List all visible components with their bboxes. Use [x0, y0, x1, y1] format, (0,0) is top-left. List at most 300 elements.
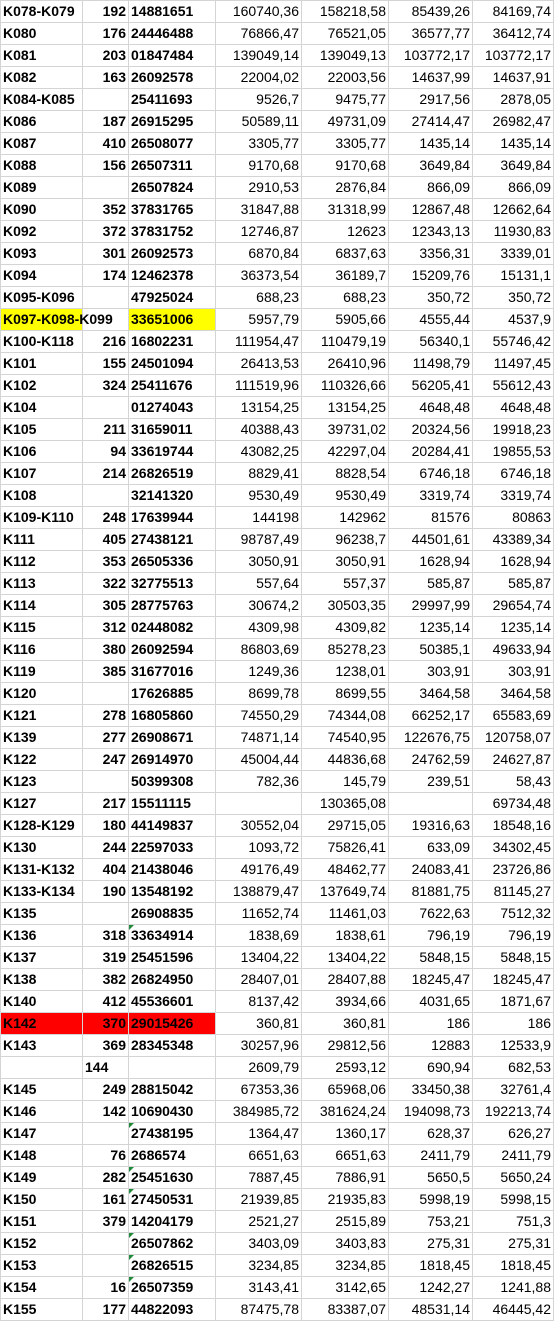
- cell-count[interactable]: 247: [83, 749, 129, 771]
- cell-value-2[interactable]: 9530,49: [302, 485, 389, 507]
- cell-code[interactable]: K148: [1, 1145, 83, 1167]
- cell-code[interactable]: K131-K132: [1, 859, 83, 881]
- cell-value-4[interactable]: 4537,9: [473, 309, 554, 331]
- cell-code[interactable]: K113: [1, 573, 83, 595]
- cell-count[interactable]: 211: [83, 419, 129, 441]
- cell-code[interactable]: [1, 1057, 83, 1079]
- cell-value-3[interactable]: 56340,1: [389, 331, 473, 353]
- cell-id[interactable]: 26508077: [129, 133, 216, 155]
- cell-value-1[interactable]: 7887,45: [216, 1167, 302, 1189]
- cell-value-2[interactable]: 22003,56: [302, 67, 389, 89]
- cell-id[interactable]: 24501094: [129, 353, 216, 375]
- cell-id[interactable]: 02448082: [129, 617, 216, 639]
- cell-value-2[interactable]: 557,37: [302, 573, 389, 595]
- cell-value-1[interactable]: 6651,63: [216, 1145, 302, 1167]
- cell-value-1[interactable]: 74871,14: [216, 727, 302, 749]
- cell-value-3[interactable]: 103772,17: [389, 45, 473, 67]
- cell-value-3[interactable]: 3464,58: [389, 683, 473, 705]
- cell-value-1[interactable]: 28407,01: [216, 969, 302, 991]
- cell-count[interactable]: 312: [83, 617, 129, 639]
- cell-id[interactable]: 28815042: [129, 1079, 216, 1101]
- cell-count[interactable]: 244: [83, 837, 129, 859]
- cell-value-4[interactable]: 796,19: [473, 925, 554, 947]
- cell-value-3[interactable]: 3319,74: [389, 485, 473, 507]
- cell-value-3[interactable]: 36577,77: [389, 23, 473, 45]
- cell-code[interactable]: K109-K110: [1, 507, 83, 529]
- cell-id[interactable]: 32141320: [129, 485, 216, 507]
- cell-code[interactable]: K090: [1, 199, 83, 221]
- cell-value-3[interactable]: 796,19: [389, 925, 473, 947]
- cell-id[interactable]: 28775763: [129, 595, 216, 617]
- cell-value-2[interactable]: 74540,95: [302, 727, 389, 749]
- cell-code[interactable]: K137: [1, 947, 83, 969]
- cell-value-1[interactable]: 160740,36: [216, 1, 302, 23]
- cell-value-4[interactable]: 81145,27: [473, 881, 554, 903]
- cell-value-2[interactable]: 30503,35: [302, 595, 389, 617]
- cell-count[interactable]: 177: [83, 1299, 129, 1321]
- cell-value-3[interactable]: 48531,14: [389, 1299, 473, 1321]
- cell-value-4[interactable]: 3464,58: [473, 683, 554, 705]
- cell-value-3[interactable]: 27414,47: [389, 111, 473, 133]
- cell-count[interactable]: [83, 771, 129, 793]
- cell-count[interactable]: 318: [83, 925, 129, 947]
- cell-code[interactable]: K135: [1, 903, 83, 925]
- cell-count[interactable]: 405: [83, 529, 129, 551]
- cell-value-1[interactable]: 688,23: [216, 287, 302, 309]
- cell-count[interactable]: 161: [83, 1189, 129, 1211]
- cell-value-1[interactable]: 9530,49: [216, 485, 302, 507]
- cell-id[interactable]: 26507824: [129, 177, 216, 199]
- cell-id[interactable]: 26915295: [129, 111, 216, 133]
- cell-id[interactable]: 10690430: [129, 1101, 216, 1123]
- cell-code[interactable]: K086: [1, 111, 83, 133]
- cell-value-1[interactable]: 3403,09: [216, 1233, 302, 1255]
- cell-id[interactable]: 45536601: [129, 991, 216, 1013]
- cell-value-4[interactable]: 1818,45: [473, 1255, 554, 1277]
- cell-count[interactable]: 412: [83, 991, 129, 1013]
- cell-value-3[interactable]: 1818,45: [389, 1255, 473, 1277]
- cell-code[interactable]: K101: [1, 353, 83, 375]
- cell-value-1[interactable]: 1364,47: [216, 1123, 302, 1145]
- cell-id[interactable]: 25451596: [129, 947, 216, 969]
- cell-value-1[interactable]: 2609,79: [216, 1057, 302, 1079]
- cell-id[interactable]: [129, 1057, 216, 1079]
- cell-value-3[interactable]: 5848,15: [389, 947, 473, 969]
- cell-value-4[interactable]: 3649,84: [473, 155, 554, 177]
- cell-value-2[interactable]: 2515,89: [302, 1211, 389, 1233]
- cell-id[interactable]: 26824950: [129, 969, 216, 991]
- cell-value-2[interactable]: 3934,66: [302, 991, 389, 1013]
- cell-id[interactable]: 26908835: [129, 903, 216, 925]
- cell-value-4[interactable]: 49633,94: [473, 639, 554, 661]
- cell-value-2[interactable]: 130365,08: [302, 793, 389, 815]
- cell-value-3[interactable]: 56205,41: [389, 375, 473, 397]
- cell-value-2[interactable]: 13404,22: [302, 947, 389, 969]
- cell-code[interactable]: K080: [1, 23, 83, 45]
- cell-value-4[interactable]: 19918,23: [473, 419, 554, 441]
- cell-value-4[interactable]: 5998,15: [473, 1189, 554, 1211]
- cell-value-3[interactable]: 19316,63: [389, 815, 473, 837]
- cell-id[interactable]: 2686574: [129, 1145, 216, 1167]
- cell-value-1[interactable]: 43082,25: [216, 441, 302, 463]
- cell-id[interactable]: 29015426: [129, 1013, 216, 1035]
- cell-count[interactable]: [83, 287, 129, 309]
- cell-value-2[interactable]: 42297,04: [302, 441, 389, 463]
- cell-value-4[interactable]: 626,27: [473, 1123, 554, 1145]
- cell-code[interactable]: K120: [1, 683, 83, 705]
- cell-count[interactable]: 155: [83, 353, 129, 375]
- cell-count[interactable]: 322: [83, 573, 129, 595]
- cell-value-3[interactable]: 7622,63: [389, 903, 473, 925]
- cell-value-4[interactable]: 11497,45: [473, 353, 554, 375]
- cell-value-2[interactable]: 74344,08: [302, 705, 389, 727]
- cell-value-2[interactable]: 3234,85: [302, 1255, 389, 1277]
- cell-value-3[interactable]: 628,37: [389, 1123, 473, 1145]
- cell-value-1[interactable]: 74550,29: [216, 705, 302, 727]
- cell-id[interactable]: 31659011: [129, 419, 216, 441]
- cell-id[interactable]: 37831765: [129, 199, 216, 221]
- cell-code[interactable]: K093: [1, 243, 83, 265]
- cell-value-2[interactable]: 21935,83: [302, 1189, 389, 1211]
- cell-value-4[interactable]: 19855,53: [473, 441, 554, 463]
- cell-code[interactable]: K143: [1, 1035, 83, 1057]
- cell-id[interactable]: 33651006: [129, 309, 216, 331]
- cell-id[interactable]: 26507862: [129, 1233, 216, 1255]
- cell-id[interactable]: 26092578: [129, 67, 216, 89]
- cell-count[interactable]: 142: [83, 1101, 129, 1123]
- cell-value-3[interactable]: 5650,5: [389, 1167, 473, 1189]
- cell-value-4[interactable]: 12533,9: [473, 1035, 554, 1057]
- cell-value-1[interactable]: 87475,78: [216, 1299, 302, 1321]
- cell-value-1[interactable]: 557,64: [216, 573, 302, 595]
- cell-value-3[interactable]: 585,87: [389, 573, 473, 595]
- cell-value-2[interactable]: 48462,77: [302, 859, 389, 881]
- cell-value-4[interactable]: 585,87: [473, 573, 554, 595]
- cell-value-3[interactable]: 1628,94: [389, 551, 473, 573]
- cell-value-3[interactable]: 275,31: [389, 1233, 473, 1255]
- cell-code[interactable]: K155: [1, 1299, 83, 1321]
- cell-code[interactable]: K081: [1, 45, 83, 67]
- cell-code[interactable]: K127: [1, 793, 83, 815]
- cell-value-2[interactable]: 12623: [302, 221, 389, 243]
- cell-count[interactable]: 369: [83, 1035, 129, 1057]
- cell-value-4[interactable]: 103772,17: [473, 45, 554, 67]
- cell-count[interactable]: 94: [83, 441, 129, 463]
- cell-value-2[interactable]: 44836,68: [302, 749, 389, 771]
- cell-value-4[interactable]: 14637,91: [473, 67, 554, 89]
- cell-value-4[interactable]: 751,3: [473, 1211, 554, 1233]
- cell-id[interactable]: 47925024: [129, 287, 216, 309]
- cell-id[interactable]: 15511115: [129, 793, 216, 815]
- cell-count[interactable]: 305: [83, 595, 129, 617]
- cell-id[interactable]: 17626885: [129, 683, 216, 705]
- cell-count[interactable]: [83, 485, 129, 507]
- cell-count[interactable]: 216: [83, 331, 129, 353]
- cell-value-4[interactable]: 18548,16: [473, 815, 554, 837]
- cell-value-3[interactable]: 122676,75: [389, 727, 473, 749]
- cell-code[interactable]: K152: [1, 1233, 83, 1255]
- cell-value-3[interactable]: 1242,27: [389, 1277, 473, 1299]
- cell-value-3[interactable]: 20284,41: [389, 441, 473, 463]
- cell-value-1[interactable]: 13154,25: [216, 397, 302, 419]
- cell-value-2[interactable]: 1838,61: [302, 925, 389, 947]
- cell-value-3[interactable]: 81881,75: [389, 881, 473, 903]
- cell-code[interactable]: K140: [1, 991, 83, 1013]
- cell-code[interactable]: K116: [1, 639, 83, 661]
- cell-count[interactable]: 174: [83, 265, 129, 287]
- cell-value-1[interactable]: 36373,54: [216, 265, 302, 287]
- cell-id[interactable]: 27438121: [129, 529, 216, 551]
- cell-code[interactable]: K100-K118: [1, 331, 83, 353]
- cell-count[interactable]: 404: [83, 859, 129, 881]
- cell-id[interactable]: 01847484: [129, 45, 216, 67]
- cell-code[interactable]: K082: [1, 67, 83, 89]
- cell-code[interactable]: K123: [1, 771, 83, 793]
- cell-value-2[interactable]: 4309,82: [302, 617, 389, 639]
- cell-value-1[interactable]: 782,36: [216, 771, 302, 793]
- cell-value-2[interactable]: 76521,05: [302, 23, 389, 45]
- cell-value-3[interactable]: 11498,79: [389, 353, 473, 375]
- cell-value-4[interactable]: 11930,83: [473, 221, 554, 243]
- cell-count[interactable]: 352: [83, 199, 129, 221]
- cell-value-4[interactable]: 3319,74: [473, 485, 554, 507]
- cell-value-1[interactable]: [216, 793, 302, 815]
- cell-count[interactable]: 163: [83, 67, 129, 89]
- cell-value-2[interactable]: 381624,24: [302, 1101, 389, 1123]
- cell-code[interactable]: K089: [1, 177, 83, 199]
- cell-value-4[interactable]: 1871,67: [473, 991, 554, 1013]
- cell-value-2[interactable]: 9170,68: [302, 155, 389, 177]
- cell-value-4[interactable]: 5650,24: [473, 1167, 554, 1189]
- cell-id[interactable]: 16805860: [129, 705, 216, 727]
- cell-value-1[interactable]: 30257,96: [216, 1035, 302, 1057]
- cell-value-1[interactable]: 1249,36: [216, 661, 302, 683]
- cell-value-1[interactable]: 86803,69: [216, 639, 302, 661]
- cell-value-4[interactable]: 26982,47: [473, 111, 554, 133]
- cell-value-1[interactable]: 67353,36: [216, 1079, 302, 1101]
- cell-count[interactable]: 410: [83, 133, 129, 155]
- cell-value-4[interactable]: 80863: [473, 507, 554, 529]
- cell-value-3[interactable]: 85439,26: [389, 1, 473, 23]
- cell-count[interactable]: 214: [83, 463, 129, 485]
- cell-value-3[interactable]: 350,72: [389, 287, 473, 309]
- cell-value-3[interactable]: 50385,1: [389, 639, 473, 661]
- cell-value-3[interactable]: 690,94: [389, 1057, 473, 1079]
- cell-code[interactable]: K092: [1, 221, 83, 243]
- cell-count[interactable]: [83, 683, 129, 705]
- cell-count[interactable]: 301: [83, 243, 129, 265]
- cell-value-4[interactable]: 1628,94: [473, 551, 554, 573]
- cell-value-4[interactable]: 55746,42: [473, 331, 554, 353]
- cell-code[interactable]: K128-K129: [1, 815, 83, 837]
- cell-value-2[interactable]: 7886,91: [302, 1167, 389, 1189]
- cell-id[interactable]: 26092594: [129, 639, 216, 661]
- cell-value-1[interactable]: 49176,49: [216, 859, 302, 881]
- cell-code[interactable]: K094: [1, 265, 83, 287]
- cell-count[interactable]: [83, 89, 129, 111]
- cell-id[interactable]: 26826519: [129, 463, 216, 485]
- cell-value-3[interactable]: 29997,99: [389, 595, 473, 617]
- cell-code[interactable]: K108: [1, 485, 83, 507]
- cell-id[interactable]: 26908671: [129, 727, 216, 749]
- cell-count[interactable]: 282: [83, 1167, 129, 1189]
- cell-code[interactable]: K105: [1, 419, 83, 441]
- cell-count[interactable]: 370: [83, 1013, 129, 1035]
- cell-value-4[interactable]: 58,43: [473, 771, 554, 793]
- cell-code[interactable]: K146: [1, 1101, 83, 1123]
- cell-value-4[interactable]: 12662,64: [473, 199, 554, 221]
- cell-value-4[interactable]: 350,72: [473, 287, 554, 309]
- cell-count[interactable]: 180: [83, 815, 129, 837]
- cell-value-2[interactable]: 158218,58: [302, 1, 389, 23]
- cell-value-1[interactable]: 384985,72: [216, 1101, 302, 1123]
- cell-value-3[interactable]: 14637,99: [389, 67, 473, 89]
- cell-value-2[interactable]: 1360,17: [302, 1123, 389, 1145]
- cell-value-1[interactable]: 50589,11: [216, 111, 302, 133]
- cell-code[interactable]: K084-K085: [1, 89, 83, 111]
- cell-value-4[interactable]: 303,91: [473, 661, 554, 683]
- cell-value-3[interactable]: 186: [389, 1013, 473, 1035]
- cell-value-2[interactable]: 139049,13: [302, 45, 389, 67]
- cell-id[interactable]: 13548192: [129, 881, 216, 903]
- cell-count[interactable]: 176: [83, 23, 129, 45]
- cell-value-1[interactable]: 3305,77: [216, 133, 302, 155]
- cell-value-2[interactable]: 6837,63: [302, 243, 389, 265]
- cell-value-3[interactable]: 239,51: [389, 771, 473, 793]
- cell-value-4[interactable]: 84169,74: [473, 1, 554, 23]
- cell-count[interactable]: 278: [83, 705, 129, 727]
- cell-value-4[interactable]: 34302,45: [473, 837, 554, 859]
- cell-value-1[interactable]: 31847,88: [216, 199, 302, 221]
- cell-value-1[interactable]: 144198: [216, 507, 302, 529]
- cell-value-2[interactable]: 3050,91: [302, 551, 389, 573]
- cell-count[interactable]: 217: [83, 793, 129, 815]
- cell-id[interactable]: 44822093: [129, 1299, 216, 1321]
- cell-code[interactable]: K121: [1, 705, 83, 727]
- cell-id[interactable]: 25411693: [129, 89, 216, 111]
- cell-value-4[interactable]: 1235,14: [473, 617, 554, 639]
- cell-code[interactable]: K104: [1, 397, 83, 419]
- cell-value-1[interactable]: 111954,47: [216, 331, 302, 353]
- cell-count[interactable]: 249: [83, 1079, 129, 1101]
- cell-value-4[interactable]: 2411,79: [473, 1145, 554, 1167]
- cell-value-3[interactable]: 866,09: [389, 177, 473, 199]
- cell-value-1[interactable]: 21939,85: [216, 1189, 302, 1211]
- cell-value-1[interactable]: 360,81: [216, 1013, 302, 1035]
- cell-code[interactable]: K142: [1, 1013, 83, 1035]
- cell-value-4[interactable]: 866,09: [473, 177, 554, 199]
- cell-id[interactable]: 33619744: [129, 441, 216, 463]
- cell-code[interactable]: K112: [1, 551, 83, 573]
- cell-value-2[interactable]: 11461,03: [302, 903, 389, 925]
- cell-value-1[interactable]: 30552,04: [216, 815, 302, 837]
- cell-code[interactable]: K154: [1, 1277, 83, 1299]
- cell-value-4[interactable]: 192213,74: [473, 1101, 554, 1123]
- cell-value-2[interactable]: 8828,54: [302, 463, 389, 485]
- cell-id[interactable]: 01274043: [129, 397, 216, 419]
- cell-value-4[interactable]: 65583,69: [473, 705, 554, 727]
- cell-value-2[interactable]: 26410,96: [302, 353, 389, 375]
- cell-value-4[interactable]: 186: [473, 1013, 554, 1035]
- cell-count[interactable]: [83, 1255, 129, 1277]
- cell-value-3[interactable]: 12867,48: [389, 199, 473, 221]
- cell-value-1[interactable]: 8829,41: [216, 463, 302, 485]
- cell-value-4[interactable]: 18245,47: [473, 969, 554, 991]
- cell-value-2[interactable]: 688,23: [302, 287, 389, 309]
- cell-id[interactable]: 21438046: [129, 859, 216, 881]
- cell-code[interactable]: K139: [1, 727, 83, 749]
- cell-value-1[interactable]: 5957,79: [216, 309, 302, 331]
- cell-value-3[interactable]: 4648,48: [389, 397, 473, 419]
- cell-value-2[interactable]: 2876,84: [302, 177, 389, 199]
- cell-count[interactable]: 192: [83, 1, 129, 23]
- cell-value-2[interactable]: 5905,66: [302, 309, 389, 331]
- cell-count[interactable]: 156: [83, 155, 129, 177]
- cell-value-2[interactable]: 6651,63: [302, 1145, 389, 1167]
- cell-count[interactable]: 248: [83, 507, 129, 529]
- cell-id[interactable]: 25451630: [129, 1167, 216, 1189]
- cell-value-1[interactable]: 9170,68: [216, 155, 302, 177]
- cell-value-2[interactable]: 360,81: [302, 1013, 389, 1035]
- cell-value-1[interactable]: 11652,74: [216, 903, 302, 925]
- cell-id[interactable]: 37831752: [129, 221, 216, 243]
- cell-value-4[interactable]: 23726,86: [473, 859, 554, 881]
- cell-value-3[interactable]: 6746,18: [389, 463, 473, 485]
- cell-value-1[interactable]: 3143,41: [216, 1277, 302, 1299]
- cell-value-1[interactable]: 9526,7: [216, 89, 302, 111]
- cell-count[interactable]: 385: [83, 661, 129, 683]
- cell-count[interactable]: 187: [83, 111, 129, 133]
- cell-value-3[interactable]: 1435,14: [389, 133, 473, 155]
- cell-value-1[interactable]: 6870,84: [216, 243, 302, 265]
- cell-id[interactable]: 27438195: [129, 1123, 216, 1145]
- cell-value-3[interactable]: 12343,13: [389, 221, 473, 243]
- cell-code[interactable]: K088: [1, 155, 83, 177]
- cell-value-2[interactable]: 29812,56: [302, 1035, 389, 1057]
- cell-id[interactable]: 33634914: [129, 925, 216, 947]
- cell-value-1[interactable]: 1093,72: [216, 837, 302, 859]
- cell-value-2[interactable]: 83387,07: [302, 1299, 389, 1321]
- cell-id[interactable]: 14881651: [129, 1, 216, 23]
- cell-value-3[interactable]: 1235,14: [389, 617, 473, 639]
- cell-count[interactable]: 319: [83, 947, 129, 969]
- cell-code[interactable]: K130: [1, 837, 83, 859]
- cell-code[interactable]: K136: [1, 925, 83, 947]
- cell-value-4[interactable]: 36412,74: [473, 23, 554, 45]
- cell-value-1[interactable]: 13404,22: [216, 947, 302, 969]
- cell-code[interactable]: K151: [1, 1211, 83, 1233]
- cell-value-4[interactable]: 69734,48: [473, 793, 554, 815]
- cell-count[interactable]: 16: [83, 1277, 129, 1299]
- cell-count[interactable]: 379: [83, 1211, 129, 1233]
- cell-code[interactable]: K145: [1, 1079, 83, 1101]
- cell-count[interactable]: 380: [83, 639, 129, 661]
- cell-value-4[interactable]: 1435,14: [473, 133, 554, 155]
- cell-value-4[interactable]: 4648,48: [473, 397, 554, 419]
- cell-value-2[interactable]: 110479,19: [302, 331, 389, 353]
- cell-value-1[interactable]: 40388,43: [216, 419, 302, 441]
- cell-count[interactable]: 353: [83, 551, 129, 573]
- cell-count[interactable]: 324: [83, 375, 129, 397]
- cell-code[interactable]: K133-K134: [1, 881, 83, 903]
- cell-id[interactable]: 16802231: [129, 331, 216, 353]
- cell-value-2[interactable]: 3142,65: [302, 1277, 389, 1299]
- cell-value-3[interactable]: 633,09: [389, 837, 473, 859]
- cell-value-2[interactable]: 145,79: [302, 771, 389, 793]
- cell-code[interactable]: K095-K096: [1, 287, 83, 309]
- cell-value-3[interactable]: 4031,65: [389, 991, 473, 1013]
- cell-value-1[interactable]: 12746,87: [216, 221, 302, 243]
